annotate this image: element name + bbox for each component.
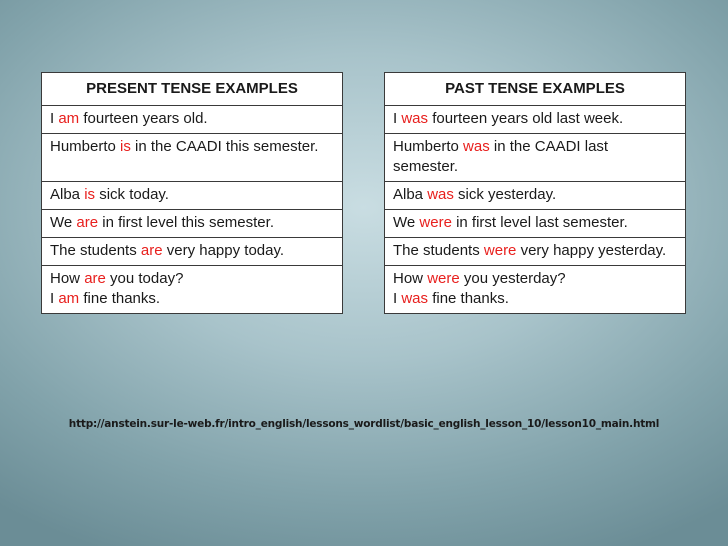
past-tense-table [384, 72, 686, 314]
example-sentence-cell [385, 266, 686, 314]
table-row [42, 106, 343, 134]
present-tense-table [41, 72, 343, 314]
highlighted-verb: is [84, 186, 96, 203]
table-row [42, 182, 343, 210]
sentence-rest: you today? [105, 270, 184, 287]
table-row [385, 134, 686, 182]
present-tense-header: PRESENT TENSE EXAMPLES [42, 73, 343, 106]
sentence-subject: Humberto [50, 138, 121, 155]
table-row [385, 182, 686, 210]
past-tense-rows [385, 106, 686, 314]
example-sentence-cell [42, 210, 343, 238]
example-sentence-cell [42, 106, 343, 134]
sentence-rest: very happy yesterday. [516, 242, 667, 259]
example-sentence-cell [42, 238, 343, 266]
sentence-subject: How [393, 270, 428, 287]
sentence-subject: I [50, 290, 59, 307]
sentence-subject: The students [50, 242, 141, 259]
example-sentence-cell [42, 266, 343, 314]
example-sentence-cell [385, 182, 686, 210]
highlighted-verb: were [419, 214, 452, 231]
example-sentence-cell [385, 238, 686, 266]
table-row [42, 266, 343, 314]
highlighted-verb: was [401, 110, 429, 127]
highlighted-verb: are [140, 242, 163, 259]
table-row [385, 266, 686, 314]
table-row [385, 106, 686, 134]
highlighted-verb: was [427, 186, 454, 203]
present-tense-rows [42, 106, 343, 314]
sentence-subject: Alba [393, 186, 428, 203]
table-row [42, 134, 343, 182]
highlighted-verb: are [76, 214, 99, 231]
sentence-rest: fine thanks. [79, 290, 161, 307]
sentence-rest: fourteen years old. [79, 110, 208, 127]
sentence-subject: Humberto [393, 138, 464, 155]
example-sentence-cell [385, 106, 686, 134]
sentence-rest: in first level this semester. [98, 214, 274, 231]
example-sentence-cell [385, 210, 686, 238]
sentence-rest: very happy today. [162, 242, 285, 259]
highlighted-verb: are [84, 270, 106, 287]
sentence-rest: fine thanks. [428, 290, 509, 307]
table-row [42, 238, 343, 266]
sentence-subject: The students [393, 242, 484, 259]
sentence-rest: sick yesterday. [453, 186, 557, 203]
sentence-subject: Alba [50, 186, 85, 203]
sentence-subject: We [50, 214, 77, 231]
sentence-subject: I [393, 290, 402, 307]
highlighted-verb: was [463, 138, 490, 155]
table-row [42, 210, 343, 238]
sentence-subject: I [50, 110, 59, 127]
sentence-subject: How [50, 270, 85, 287]
table-row [385, 210, 686, 238]
highlighted-verb: was [401, 290, 429, 307]
sentence-rest: fourteen years old last week. [428, 110, 624, 127]
sentence-rest: in the CAADI last semester. [393, 138, 609, 175]
highlighted-verb: were [483, 242, 517, 259]
sentence-rest: in first level last semester. [451, 214, 628, 231]
sentence-rest: you yesterday? [459, 270, 566, 287]
highlighted-verb: were [427, 270, 460, 287]
example-sentence-cell [42, 134, 343, 182]
source-url: http://anstein.sur-le-web.fr/intro_english/lessons_wordlist/basic_english_lesson_10/lesson10_main.html [68, 418, 660, 430]
highlighted-verb: is [120, 138, 131, 155]
sentence-subject: I [393, 110, 402, 127]
highlighted-verb: am [58, 110, 80, 127]
example-sentence-cell [42, 182, 343, 210]
sentence-rest: sick today. [95, 186, 169, 203]
highlighted-verb: am [58, 290, 80, 307]
example-sentence-cell [385, 134, 686, 182]
sentence-subject: We [393, 214, 420, 231]
past-tense-header: PAST TENSE EXAMPLES [385, 73, 686, 106]
table-row [385, 238, 686, 266]
sentence-rest: in the CAADI this semester. [130, 138, 319, 155]
